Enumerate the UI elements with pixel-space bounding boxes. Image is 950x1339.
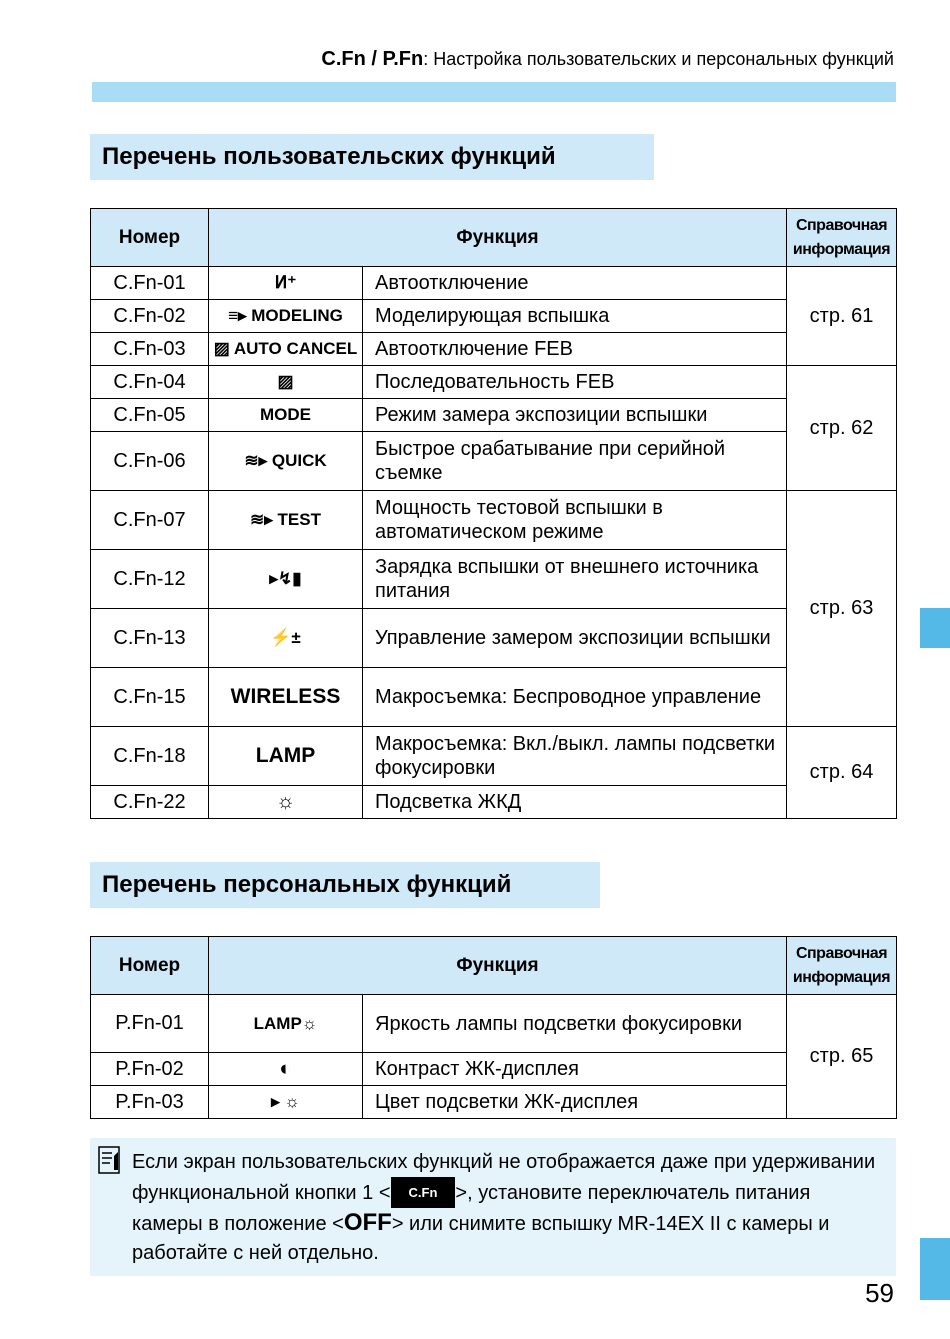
col-number-header: Номер: [91, 209, 209, 267]
col-ref-header: Справочная информация: [787, 937, 897, 995]
row-function: Подсветка ЖКД: [363, 786, 787, 819]
contrast-icon: ◐: [209, 1053, 363, 1086]
table-row: [91, 668, 897, 727]
table-row: [91, 995, 897, 1053]
note-box: [90, 1138, 896, 1276]
row-number: C.Fn-18: [91, 727, 209, 786]
header-cfn-pfn: C.Fn / P.Fn: [321, 48, 424, 70]
row-number: C.Fn-04: [91, 366, 209, 399]
note-text-3: > или снимите вспышку MR-14EX II с камеры и работайте с ней отдельно.: [132, 1213, 830, 1264]
quick-flash-icon: ≋▸ QUICK: [209, 432, 363, 491]
personal-functions-table: [90, 936, 897, 1119]
row-function: Цвет подсветки ЖК-дисплея: [363, 1086, 787, 1119]
table-row: [91, 399, 897, 432]
table-row: [91, 491, 897, 550]
flash-metering-mode-icon: MODE: [209, 399, 363, 432]
row-ref: стр. 64: [787, 727, 897, 819]
header-title: : Настройка пользовательских и персональных функций: [423, 49, 894, 69]
row-function: Режим замера экспозиции вспышки: [363, 399, 787, 432]
custom-functions-title: Перечень пользовательских функций: [90, 134, 654, 180]
row-number: C.Fn-07: [91, 491, 209, 550]
table-row: [91, 1053, 897, 1086]
row-number: C.Fn-13: [91, 609, 209, 668]
row-number: P.Fn-02: [91, 1053, 209, 1086]
row-number: P.Fn-01: [91, 995, 209, 1053]
table-row: [91, 786, 897, 819]
row-number: P.Fn-03: [91, 1086, 209, 1119]
chapter-tab: [920, 608, 950, 648]
off-label: OFF: [343, 1209, 392, 1236]
table-header-row: [91, 937, 897, 995]
table-row: [91, 432, 897, 491]
modeling-flash-icon: ≡▸ MODELING: [209, 300, 363, 333]
wireless-icon: WIRELESS: [209, 668, 363, 727]
table-row: [91, 300, 897, 333]
row-ref: стр. 63: [787, 491, 897, 727]
cfn-button-icon: C.Fn: [391, 1177, 456, 1208]
row-number: C.Fn-01: [91, 267, 209, 300]
row-function: Мощность тестовой вспышки в автоматическом режиме: [363, 491, 787, 550]
row-ref: стр. 61: [787, 267, 897, 366]
row-number: C.Fn-22: [91, 786, 209, 819]
personal-functions-title: Перечень персональных функций: [90, 862, 600, 908]
chapter-tab-bottom: [920, 1238, 950, 1300]
note-icon: [98, 1146, 120, 1174]
row-function: Макросъемка: Вкл./выкл. лампы подсветки фокусировки: [363, 727, 787, 786]
page-number: 59: [865, 1278, 894, 1308]
table-row: [91, 333, 897, 366]
row-number: C.Fn-05: [91, 399, 209, 432]
row-function: Быстрое срабатывание при серийной съемке: [363, 432, 787, 491]
flash-auto-off-icon: ⵍ⁺: [209, 267, 363, 300]
lamp-brightness-icon: LAMP☼: [209, 995, 363, 1053]
feb-auto-cancel-icon: ▨ AUTO CANCEL: [209, 333, 363, 366]
row-ref: стр. 65: [787, 995, 897, 1119]
note-text-2: >, установите переключатель питания камеры в положение <: [132, 1182, 811, 1235]
col-ref-header: Справочная информация: [787, 209, 897, 267]
row-number: C.Fn-02: [91, 300, 209, 333]
col-function-header: Функция: [209, 209, 787, 267]
backlight-color-icon: ▸ ☼: [209, 1086, 363, 1119]
row-function: Зарядка вспышки от внешнего источника питания: [363, 550, 787, 609]
row-function: Автоотключение: [363, 267, 787, 300]
test-flash-icon: ≋▸ TEST: [209, 491, 363, 550]
note-text-1: Если экран пользовательских функций не отображается даже при удерживании функциональной кнопки 1 <: [132, 1151, 876, 1204]
table-row: [91, 1086, 897, 1119]
row-function: Последовательность FEB: [363, 366, 787, 399]
row-function: Управление замером экспозиции вспышки: [363, 609, 787, 668]
table-row: [91, 727, 897, 786]
lamp-icon: LAMP: [209, 727, 363, 786]
row-function: Яркость лампы подсветки фокусировки: [363, 995, 787, 1053]
table-header-row: [91, 209, 897, 267]
running-header: [321, 48, 894, 71]
table-row: [91, 609, 897, 668]
row-ref: стр. 62: [787, 366, 897, 491]
lcd-backlight-icon: ☼: [209, 786, 363, 819]
row-number: C.Fn-15: [91, 668, 209, 727]
row-function: Контраст ЖК-дисплея: [363, 1053, 787, 1086]
flash-exposure-metering-icon: ⚡±: [209, 609, 363, 668]
row-number: C.Fn-06: [91, 432, 209, 491]
custom-functions-table: [90, 208, 897, 819]
col-number-header: Номер: [91, 937, 209, 995]
row-function: Макросъемка: Беспроводное управление: [363, 668, 787, 727]
external-power-icon: ▸↯▮: [209, 550, 363, 609]
feb-sequence-icon: ▨: [209, 366, 363, 399]
table-row: [91, 550, 897, 609]
row-function: Автоотключение FEB: [363, 333, 787, 366]
table-row: [91, 267, 897, 300]
row-number: C.Fn-03: [91, 333, 209, 366]
row-number: C.Fn-12: [91, 550, 209, 609]
table-row: [91, 366, 897, 399]
header-bar: [92, 82, 896, 102]
col-function-header: Функция: [209, 937, 787, 995]
row-function: Моделирующая вспышка: [363, 300, 787, 333]
